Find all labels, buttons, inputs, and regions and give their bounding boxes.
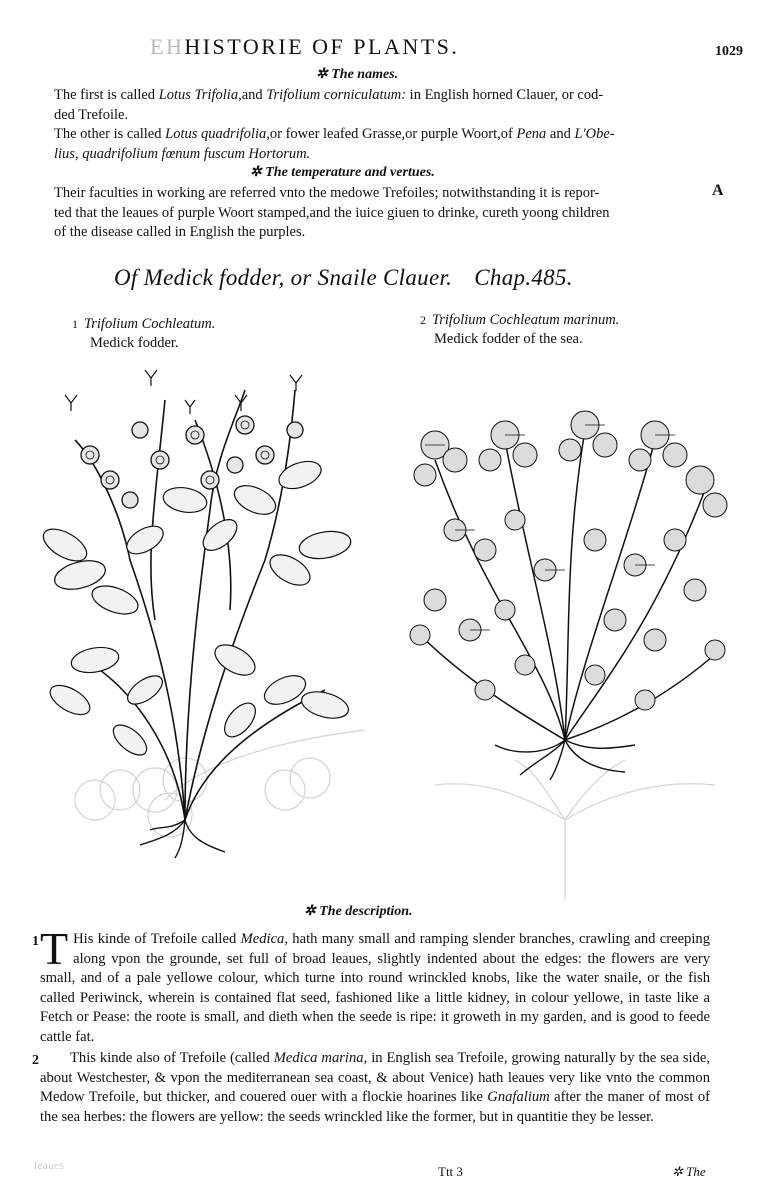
margin-number-2: 2 <box>32 1053 39 1068</box>
figure-number: 2 <box>420 313 426 327</box>
chapter-heading <box>114 265 573 291</box>
names-line <box>54 86 714 106</box>
caption-latin-line <box>420 311 619 330</box>
names-paragraph <box>54 86 714 164</box>
caption-latin: Trifolium Cochleatum. <box>84 316 216 332</box>
description-paragraph-2 <box>40 1049 710 1127</box>
figure-caption-left <box>72 315 215 353</box>
text-run: or fower leafed Grasse,or purple Woort,of <box>269 126 517 142</box>
latin-name: Gnafalium <box>487 1089 550 1106</box>
temperature-line: of the disease called in English the purples. <box>54 224 306 240</box>
running-header <box>150 34 459 60</box>
chapter-title: Of Medick fodder, or Snaile Clauer. <box>114 265 453 290</box>
description-heading: ✲ The description. <box>304 904 413 919</box>
names-line <box>54 145 714 165</box>
latin-name: Lotus quadrifolia, <box>165 126 270 142</box>
drop-cap: T <box>40 923 69 974</box>
caption-english: Medick fodder. <box>90 335 179 351</box>
caption-latin-line <box>72 315 215 334</box>
names-line <box>54 125 714 145</box>
text-run: in English horned Clauer, or cod- <box>406 87 604 103</box>
text-run: , in English sea Trefoile, growing naturally by the sea side, about Westchester, & vpon the mediterranean sea coast, & about Venice) hath leaues very like vnto the common Medow Trefoile, but thicker, and couered ouer with a flockie hoarines like <box>40 1050 710 1106</box>
text-run: after the maner of most of the sea herbes: the flowers are yellow: the seeds wrinckled like the former, but in quantitie they be lesser. <box>40 1089 711 1125</box>
temperature-line: Their faculties in working are referred vnto the medowe Trefoiles; notwithstanding it is repor- <box>54 185 600 201</box>
chapter-number: Chap.485. <box>474 265 573 290</box>
figure-number: 1 <box>72 317 78 331</box>
temperature-line: ted that the leaues of purple Woort stamped,and the iuice giuen to drinke, cureth yoong children <box>54 204 610 221</box>
text-run: and <box>241 87 267 103</box>
margin-number-1: 1 <box>32 934 39 949</box>
latin-name: Lotus Trifolia, <box>158 87 242 103</box>
text-run: , hath many small and ramping slender branches, crawling and creeping along vpon the grounde, set full of broad leaues, slightly indented about the edges: the flowers are very small, and of a pale yellowe colour, which turne into round wrinckled knobs, like the water snaile, or the fish called Periwinck, wherein is contained flat seed, fashioned like a little kidney, in colour yellowe, in taste like a Fetch or Pease: the roote is small, and dieth when the seede is ripe: it groweth in my garden, and is good to feede cattle fat. <box>40 931 710 1045</box>
text-run: The first is called <box>54 87 159 103</box>
page-number: 1029 <box>715 44 743 59</box>
show-through-text: EH <box>150 34 185 59</box>
woodcut-illustration-medick-fodder <box>35 360 375 860</box>
printer-signature: Ttt 3 <box>438 1164 463 1179</box>
text-run: This kinde also of Trefoile (called <box>70 1050 274 1066</box>
temperature-paragraph <box>54 184 714 243</box>
show-through-text: leaues <box>34 1158 64 1172</box>
catchword: ✲ The <box>672 1164 706 1179</box>
latin-name: L'Obe- <box>574 126 615 142</box>
latin-name: Medica marina <box>273 1050 364 1066</box>
woodcut-illustration-sea-medick <box>395 400 740 900</box>
latin-name: Medica <box>240 931 285 947</box>
text-run: The other is called <box>54 126 166 142</box>
text-run: His kinde of Trefoile called <box>73 931 241 947</box>
caption-english: Medick fodder of the sea. <box>434 331 583 347</box>
names-heading: ✲ The names. <box>316 67 399 82</box>
latin-name: Trifolium corniculatum: <box>266 87 407 103</box>
text-run: and <box>546 126 575 142</box>
description-paragraph-1 <box>40 923 710 1048</box>
caption-latin: Trifolium Cochleatum marinum. <box>432 312 620 328</box>
margin-letter: A <box>712 182 724 199</box>
names-line: ded Trefoile. <box>54 106 129 123</box>
temperature-heading: ✲ The temperature and vertues. <box>250 165 435 180</box>
latin-name: lius, quadrifolium fœnum fuscum Hortorum. <box>54 145 311 162</box>
latin-name: Pena <box>516 126 547 142</box>
figure-caption-right <box>420 311 619 349</box>
page-header-title: HISTORIE OF PLANTS. <box>184 34 460 59</box>
